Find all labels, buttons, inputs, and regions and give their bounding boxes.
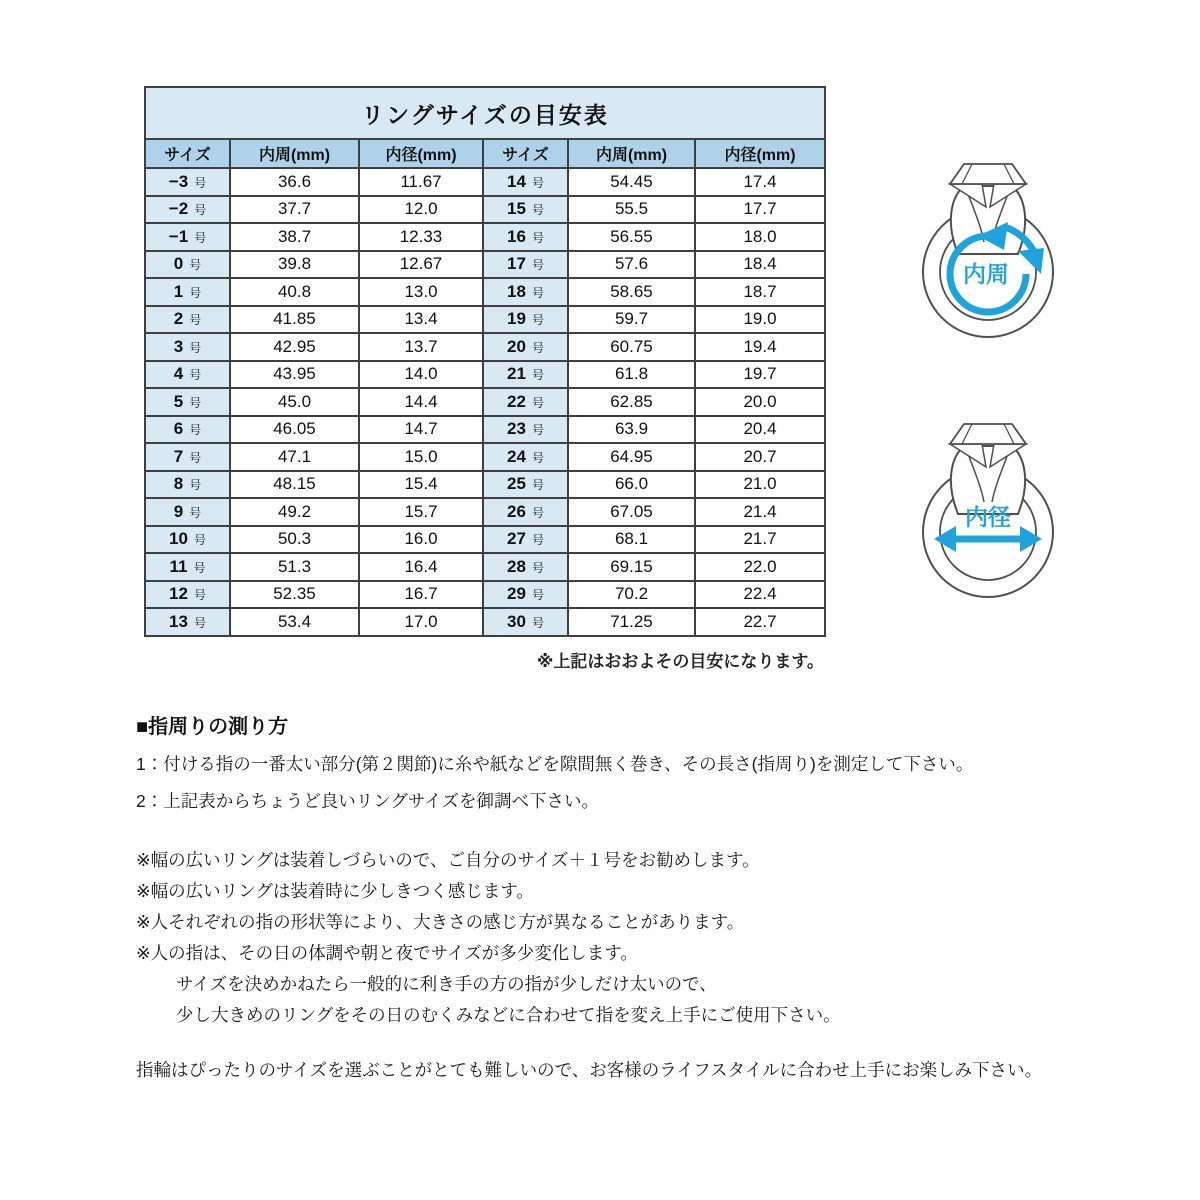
- size-suffix: 号: [531, 203, 544, 218]
- column-header: 内径(mm): [359, 139, 483, 168]
- size-suffix: 号: [531, 533, 544, 548]
- size-suffix: 号: [531, 175, 544, 190]
- size-number: 15: [507, 199, 526, 219]
- size-suffix: 号: [193, 533, 206, 548]
- size-cell: [145, 333, 230, 361]
- column-header: 内径(mm): [695, 139, 825, 168]
- size-suffix: 号: [189, 505, 202, 520]
- size-cell: [483, 581, 568, 609]
- size-cell: [145, 251, 230, 279]
- circumference-value-cell: 50.3: [230, 526, 359, 554]
- size-suffix: 号: [189, 423, 202, 438]
- size-number: 5: [173, 391, 184, 411]
- diameter-value-cell: 18.0: [695, 223, 825, 251]
- circumference-value-cell: 38.7: [230, 223, 359, 251]
- table-row: [145, 196, 825, 224]
- size-suffix: 号: [531, 313, 544, 328]
- circumference-value-cell: 66.0: [568, 471, 695, 499]
- diameter-value-cell: 22.7: [695, 608, 825, 636]
- size-cell: [483, 306, 568, 334]
- table-footnote: ※上記はおおよその目安になります。: [536, 652, 824, 671]
- size-number: 3: [173, 336, 184, 356]
- diameter-value-cell: 18.4: [695, 251, 825, 279]
- size-number: 27: [507, 529, 526, 549]
- circumference-value-cell: 55.5: [568, 196, 695, 224]
- table-row: [145, 333, 825, 361]
- size-number: 30: [507, 611, 526, 631]
- size-cell: [145, 608, 230, 636]
- size-number: 16: [507, 226, 526, 246]
- closing-remark: 指輪はぴったりのサイズを選ぶことがとても難しいので、お客様のライフスタイルに合わせ上手にお楽しみ下さい。: [136, 1060, 1043, 1080]
- size-cell: [483, 608, 568, 636]
- size-suffix: 号: [189, 285, 202, 300]
- size-number: 21: [507, 364, 526, 384]
- circumference-value-cell: 39.8: [230, 251, 359, 279]
- circumference-value-cell: 53.4: [230, 608, 359, 636]
- ring-inner-diameter-diagram: [898, 410, 1078, 610]
- table-row: [145, 608, 825, 636]
- size-suffix: 号: [531, 588, 544, 603]
- circumference-value-cell: 45.0: [230, 388, 359, 416]
- size-number: 6: [173, 419, 184, 439]
- inner-diameter-label: 内径: [965, 504, 1011, 530]
- diameter-value-cell: 15.7: [359, 498, 483, 526]
- size-cell: [145, 471, 230, 499]
- table-row: [145, 526, 825, 554]
- diameter-value-cell: 17.7: [695, 196, 825, 224]
- table-row: [145, 443, 825, 471]
- size-suffix: 号: [531, 340, 544, 355]
- circumference-value-cell: 43.95: [230, 361, 359, 389]
- circumference-value-cell: 37.7: [230, 196, 359, 224]
- size-number: 19: [507, 309, 526, 329]
- size-cell: [483, 388, 568, 416]
- notes-section: [136, 845, 1146, 1031]
- table-row: [145, 416, 825, 444]
- diameter-value-cell: 16.7: [359, 581, 483, 609]
- table-row: [145, 553, 825, 581]
- size-suffix: 号: [194, 203, 207, 218]
- size-suffix: 号: [189, 478, 202, 493]
- circumference-value-cell: 71.25: [568, 608, 695, 636]
- size-number: 0: [173, 254, 184, 274]
- size-number: 10: [169, 529, 188, 549]
- table-row: [145, 278, 825, 306]
- text-line: 2：上記表からちょうど良いリングサイズを御調べ下さい。: [136, 791, 599, 811]
- size-suffix: 号: [531, 560, 544, 575]
- measuring-section: [136, 710, 1146, 813]
- table-title-row: [145, 87, 825, 139]
- diameter-value-cell: 15.0: [359, 443, 483, 471]
- size-number: 2: [173, 309, 184, 329]
- size-suffix: 号: [531, 478, 544, 493]
- size-suffix: 号: [531, 423, 544, 438]
- circumference-value-cell: 57.6: [568, 251, 695, 279]
- size-cell: [483, 443, 568, 471]
- size-cell: [483, 333, 568, 361]
- ring-size-table-body: [145, 168, 825, 636]
- notes-list: [136, 845, 1146, 969]
- column-header: 内周(mm): [230, 139, 359, 168]
- diameter-value-cell: 20.4: [695, 416, 825, 444]
- size-suffix: 号: [193, 615, 206, 630]
- size-suffix: 号: [531, 285, 544, 300]
- size-suffix: 号: [531, 258, 544, 273]
- circumference-value-cell: 58.65: [568, 278, 695, 306]
- size-suffix: 号: [531, 395, 544, 410]
- size-cell: [145, 196, 230, 224]
- diameter-value-cell: 22.0: [695, 553, 825, 581]
- circumference-value-cell: 52.35: [230, 581, 359, 609]
- size-suffix: 号: [189, 258, 202, 273]
- size-number: 13: [169, 611, 188, 631]
- size-number: 9: [173, 501, 184, 521]
- diameter-value-cell: 13.4: [359, 306, 483, 334]
- diameter-value-cell: 19.7: [695, 361, 825, 389]
- closing-section: [136, 1058, 1166, 1082]
- text-line: ※人の指は、その日の体調や朝と夜でサイズが多少変化します。: [136, 943, 638, 963]
- diameter-value-cell: 12.33: [359, 223, 483, 251]
- size-cell: [483, 416, 568, 444]
- size-number: −1: [168, 226, 189, 246]
- table-title: リングサイズの目安表: [145, 87, 825, 139]
- diameter-value-cell: 18.7: [695, 278, 825, 306]
- circumference-value-cell: 36.6: [230, 168, 359, 196]
- size-cell: [145, 416, 230, 444]
- size-cell: [145, 498, 230, 526]
- circumference-value-cell: 64.95: [568, 443, 695, 471]
- diameter-value-cell: 19.4: [695, 333, 825, 361]
- diameter-value-cell: 17.4: [695, 168, 825, 196]
- circumference-value-cell: 46.05: [230, 416, 359, 444]
- size-suffix: 号: [194, 230, 207, 245]
- size-suffix: 号: [193, 560, 206, 575]
- size-number: −2: [168, 199, 189, 219]
- table-row: [145, 168, 825, 196]
- size-suffix: 号: [531, 505, 544, 520]
- circumference-value-cell: 40.8: [230, 278, 359, 306]
- size-suffix: 号: [531, 368, 544, 383]
- size-number: −3: [168, 171, 189, 191]
- size-number: 23: [507, 419, 526, 439]
- table-row: [145, 498, 825, 526]
- size-cell: [483, 278, 568, 306]
- text-line: サイズを決めかねたら一般的に利き手の方の指が少しだけ太いので、: [176, 974, 717, 994]
- size-cell: [483, 251, 568, 279]
- circumference-value-cell: 67.05: [568, 498, 695, 526]
- diameter-value-cell: 20.7: [695, 443, 825, 471]
- diameter-value-cell: 14.7: [359, 416, 483, 444]
- diameter-value-cell: 13.7: [359, 333, 483, 361]
- size-suffix: 号: [531, 450, 544, 465]
- circumference-value-cell: 69.15: [568, 553, 695, 581]
- text-line: 1：付ける指の一番太い部分(第２関節)に糸や紙などを隙間無く巻き、その長さ(指周り)を測定して下さい。: [136, 754, 974, 774]
- table-row: [145, 306, 825, 334]
- diameter-value-cell: 21.4: [695, 498, 825, 526]
- size-cell: [145, 553, 230, 581]
- circumference-value-cell: 56.55: [568, 223, 695, 251]
- diameter-value-cell: 21.7: [695, 526, 825, 554]
- size-cell: [145, 443, 230, 471]
- size-number: 18: [507, 281, 526, 301]
- size-number: 28: [507, 556, 526, 576]
- size-suffix: 号: [193, 588, 206, 603]
- table-row: [145, 471, 825, 499]
- diameter-value-cell: 22.4: [695, 581, 825, 609]
- size-number: 1: [173, 281, 184, 301]
- size-cell: [145, 223, 230, 251]
- text-line: ※幅の広いリングは装着しづらいので、ご自分のサイズ＋１号をお勧めします。: [136, 850, 760, 870]
- circumference-value-cell: 42.95: [230, 333, 359, 361]
- text-line: ※幅の広いリングは装着時に少しきつく感じます。: [136, 881, 534, 901]
- circumference-value-cell: 54.45: [568, 168, 695, 196]
- diameter-value-cell: 16.4: [359, 553, 483, 581]
- size-number: 20: [507, 336, 526, 356]
- size-cell: [483, 361, 568, 389]
- size-number: 12: [169, 584, 188, 604]
- diameter-value-cell: 15.4: [359, 471, 483, 499]
- diameter-value-cell: 13.0: [359, 278, 483, 306]
- size-suffix: 号: [189, 395, 202, 410]
- ring-inner-circumference-diagram: [898, 150, 1078, 350]
- diameter-value-cell: 20.0: [695, 388, 825, 416]
- table-row: [145, 388, 825, 416]
- circumference-value-cell: 61.8: [568, 361, 695, 389]
- size-number: 24: [507, 446, 526, 466]
- size-cell: [483, 553, 568, 581]
- size-suffix: 号: [189, 368, 202, 383]
- size-cell: [483, 498, 568, 526]
- diameter-value-cell: 14.0: [359, 361, 483, 389]
- circumference-value-cell: 48.15: [230, 471, 359, 499]
- inner-circumference-label: 内周: [963, 261, 1009, 287]
- circumference-value-cell: 63.9: [568, 416, 695, 444]
- diameter-value-cell: 21.0: [695, 471, 825, 499]
- circumference-value-cell: 49.2: [230, 498, 359, 526]
- circumference-value-cell: 47.1: [230, 443, 359, 471]
- size-cell: [483, 526, 568, 554]
- size-number: 14: [507, 171, 526, 191]
- size-cell: [483, 168, 568, 196]
- size-cell: [145, 278, 230, 306]
- diameter-value-cell: 14.4: [359, 388, 483, 416]
- size-cell: [145, 526, 230, 554]
- size-suffix: 号: [531, 230, 544, 245]
- size-number: 8: [173, 474, 184, 494]
- size-number: 7: [173, 446, 184, 466]
- size-cell: [483, 223, 568, 251]
- diameter-value-cell: 12.0: [359, 196, 483, 224]
- circumference-value-cell: 62.85: [568, 388, 695, 416]
- size-number: 29: [507, 584, 526, 604]
- table-row: [145, 581, 825, 609]
- diameter-value-cell: 19.0: [695, 306, 825, 334]
- measuring-steps: [136, 752, 1146, 813]
- ring-size-table: [144, 86, 826, 637]
- text-line: 少し大きめのリングをその日のむくみなどに合わせて指を変え上手にご使用下さい。: [176, 1005, 841, 1025]
- diameter-value-cell: 12.67: [359, 251, 483, 279]
- size-number: 11: [169, 556, 188, 576]
- table-row: [145, 223, 825, 251]
- size-number: 4: [173, 364, 184, 384]
- size-number: 26: [507, 501, 526, 521]
- size-cell: [145, 581, 230, 609]
- circumference-value-cell: 51.3: [230, 553, 359, 581]
- circumference-value-cell: 59.7: [568, 306, 695, 334]
- column-header: サイズ: [483, 139, 568, 168]
- size-suffix: 号: [189, 340, 202, 355]
- size-suffix: 号: [531, 615, 544, 630]
- size-cell: [145, 361, 230, 389]
- circumference-value-cell: 68.1: [568, 526, 695, 554]
- diameter-value-cell: 17.0: [359, 608, 483, 636]
- circumference-value-cell: 60.75: [568, 333, 695, 361]
- size-cell: [483, 471, 568, 499]
- circumference-value-cell: 41.85: [230, 306, 359, 334]
- column-header: サイズ: [145, 139, 230, 168]
- diameter-value-cell: 11.67: [359, 168, 483, 196]
- size-suffix: 号: [189, 313, 202, 328]
- circumference-value-cell: 70.2: [568, 581, 695, 609]
- table-header-row: [145, 139, 825, 168]
- size-number: 17: [507, 254, 526, 274]
- size-cell: [145, 388, 230, 416]
- table-row: [145, 251, 825, 279]
- size-number: 25: [507, 474, 526, 494]
- size-cell: [145, 168, 230, 196]
- measuring-heading: ■指周りの測り方: [136, 716, 289, 738]
- size-cell: [145, 306, 230, 334]
- size-number: 22: [507, 391, 526, 411]
- table-row: [145, 361, 825, 389]
- size-cell: [483, 196, 568, 224]
- text-line: ※人それぞれの指の形状等により、大きさの感じ方が異なることがあります。: [136, 912, 745, 932]
- diameter-value-cell: 16.0: [359, 526, 483, 554]
- size-suffix: 号: [189, 450, 202, 465]
- column-header: 内周(mm): [568, 139, 695, 168]
- notes-continuation: [136, 969, 1146, 1031]
- size-suffix: 号: [194, 175, 207, 190]
